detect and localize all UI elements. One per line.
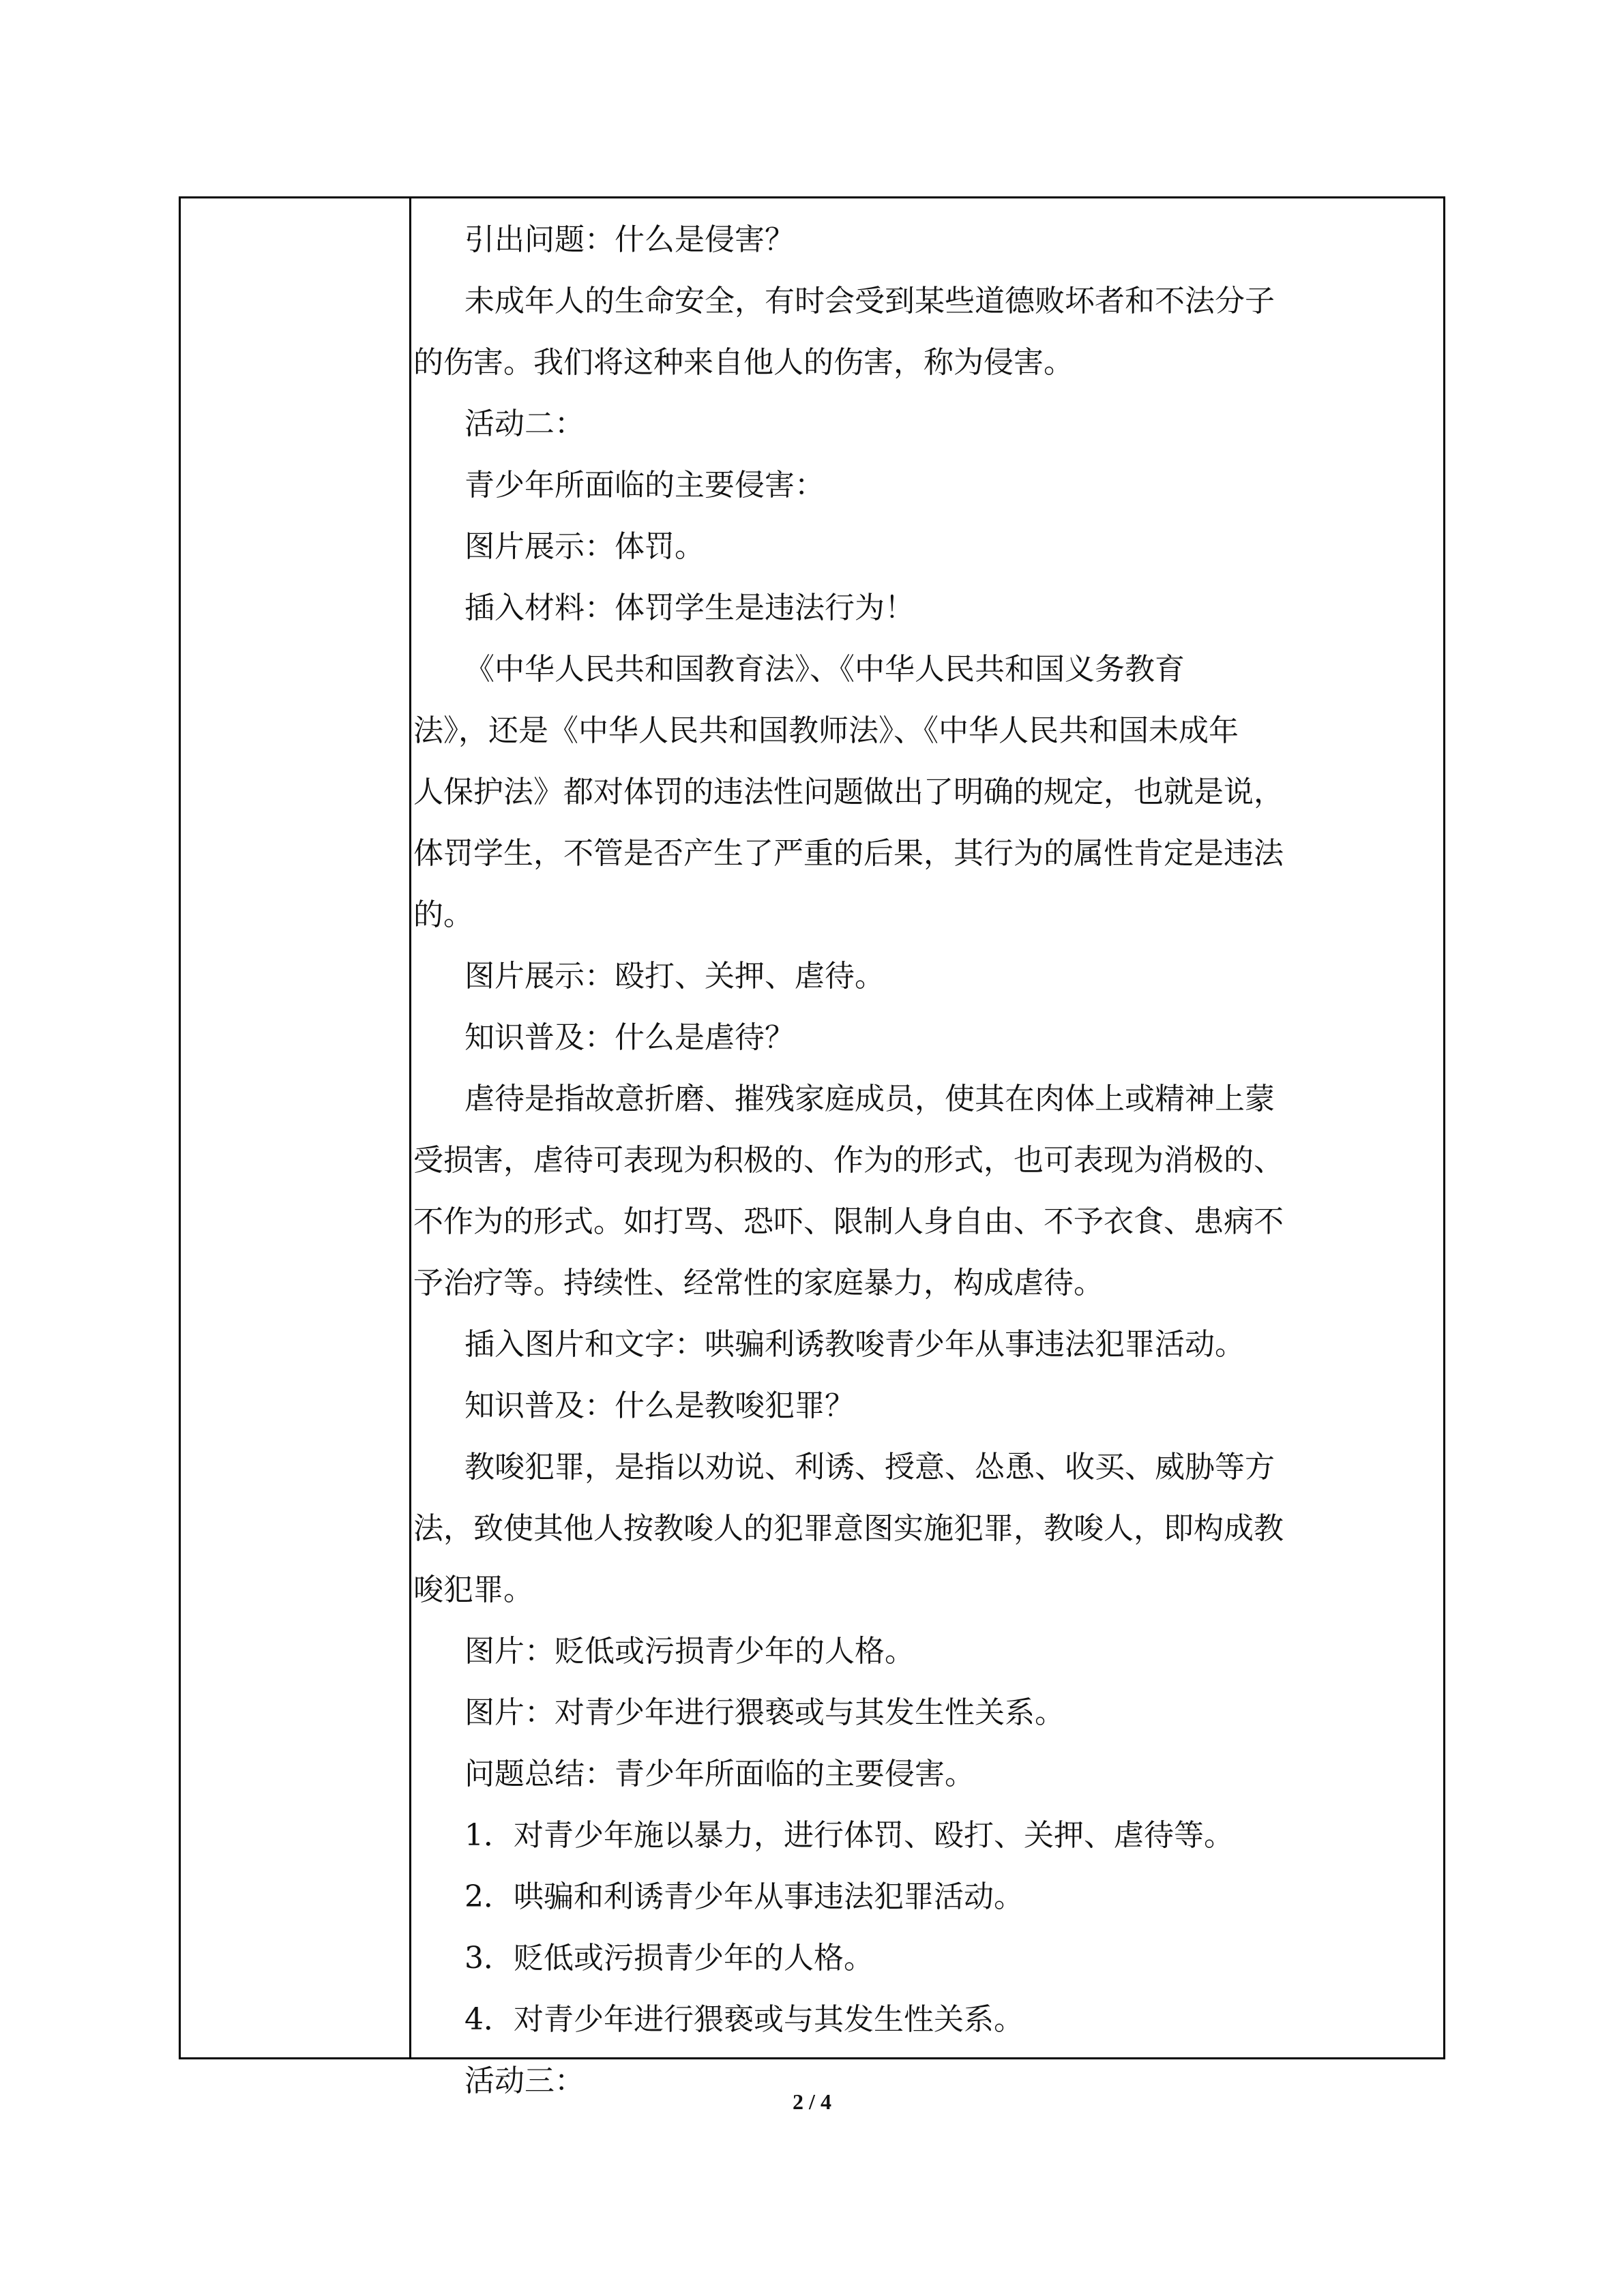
text-line: 虐待是指故意折磨、摧残家庭成员，使其在肉体上或精神上蒙 <box>464 1082 1275 1116</box>
page-number: 2 / 4 <box>793 2089 831 2114</box>
text-line: 法，致使其他人按教唆人的犯罪意图实施犯罪，教唆人，即构成教 <box>413 1511 1284 1546</box>
text-line: 4．对青少年进行猥亵或与其发生性关系。 <box>464 2002 1024 2037</box>
left-column-cell <box>181 198 411 2057</box>
text-line: 的。 <box>413 897 473 932</box>
text-line: 知识普及：什么是虐待？ <box>464 1020 795 1055</box>
text-line: 体罚学生，不管是否产生了严重的后果，其行为的属性肯定是违法 <box>413 836 1284 871</box>
text-line: 图片：贬低或污损青少年的人格。 <box>464 1634 915 1669</box>
text-line: 唆犯罪。 <box>413 1572 533 1607</box>
text-line: 活动二： <box>464 406 585 441</box>
text-line: 的伤害。我们将这种来自他人的伤害，称为侵害。 <box>413 345 1074 380</box>
text-line: 2．哄骗和利诱青少年从事违法犯罪活动。 <box>464 1879 1024 1914</box>
text-line: 人保护法》都对体罚的违法性问题做出了明确的规定，也就是说， <box>413 775 1284 809</box>
text-line: 受损害，虐待可表现为积极的、作为的形式，也可表现为消极的、 <box>413 1143 1284 1178</box>
text-line: 知识普及：什么是教唆犯罪？ <box>464 1388 855 1423</box>
text-line: 插入图片和文字：哄骗利诱教唆青少年从事违法犯罪活动。 <box>464 1327 1245 1362</box>
text-line: 插入材料：体罚学生是违法行为！ <box>464 591 915 625</box>
text-line: 法》，还是《中华人民共和国教师法》、《中华人民共和国未成年 <box>413 713 1239 748</box>
text-line: 《中华人民共和国教育法》、《中华人民共和国义务教育 <box>464 652 1185 687</box>
text-line: 活动三： <box>464 2063 585 2098</box>
text-line: 图片展示：殴打、关押、虐待。 <box>464 959 885 994</box>
text-line: 青少年所面临的主要侵害： <box>464 468 825 503</box>
text-line: 图片展示：体罚。 <box>464 529 705 564</box>
text-line: 图片：对青少年进行猥亵或与其发生性关系。 <box>464 1695 1065 1730</box>
lesson-table <box>179 196 1445 2098</box>
content-column-cell <box>413 198 1443 2098</box>
text-line: 3．贬低或污损青少年的人格。 <box>464 1941 874 1976</box>
text-line: 未成年人的生命安全，有时会受到某些道德败坏者和不法分子 <box>464 284 1275 318</box>
text-line: 1．对青少年施以暴力，进行体罚、殴打、关押、虐待等。 <box>464 1818 1234 1853</box>
text-line: 教唆犯罪，是指以劝说、利诱、授意、怂恿、收买、威胁等方 <box>464 1450 1275 1485</box>
text-line: 不作为的形式。如打骂、恐吓、限制人身自由、不予衣食、患病不 <box>413 1204 1284 1239</box>
text-line: 引出问题：什么是侵害？ <box>464 222 795 257</box>
text-line: 予治疗等。持续性、经常性的家庭暴力，构成虐待。 <box>413 1266 1104 1300</box>
text-line: 问题总结：青少年所面临的主要侵害。 <box>464 1757 975 1791</box>
